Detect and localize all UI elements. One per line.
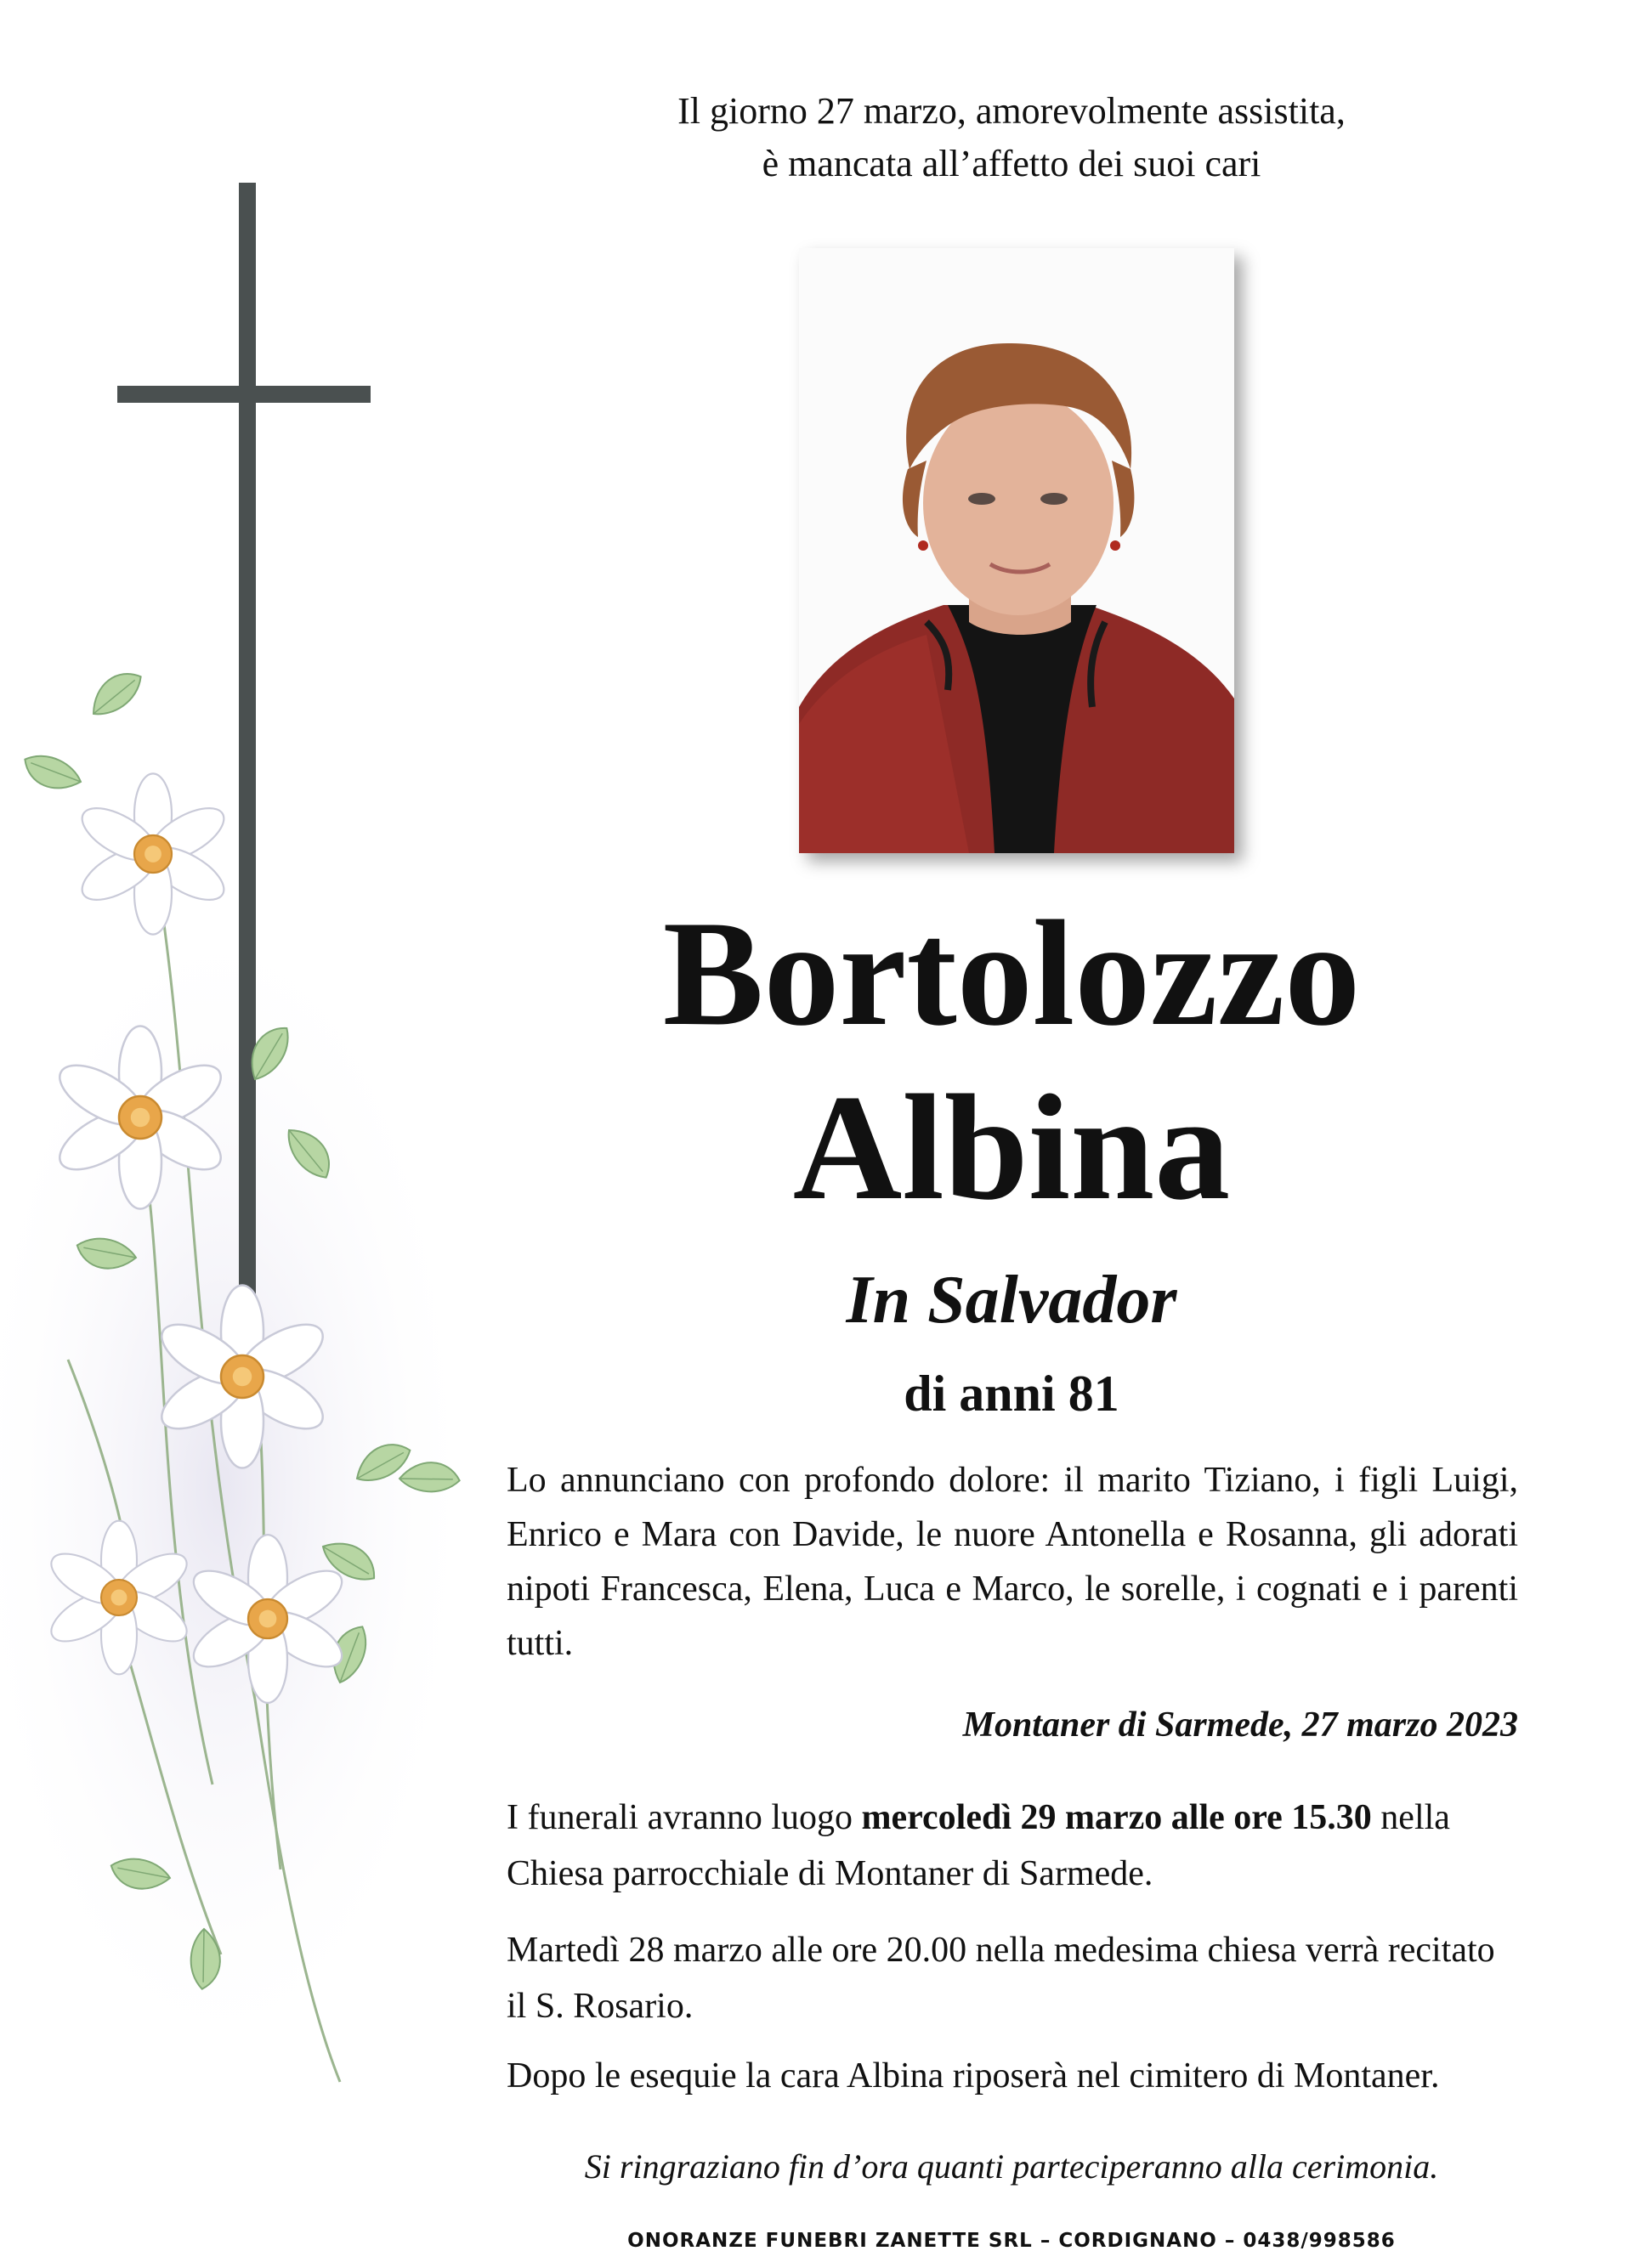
portrait-image xyxy=(799,248,1234,853)
thanks-text: Si ringraziano fin d’ora quanti parteciperanno alla cerimonia. xyxy=(584,2147,1439,2186)
intro-line-1: Il giorno 27 marzo, amorevolmente assistita, xyxy=(677,90,1346,132)
announcement-text: Lo annunciano con profondo dolore: il marito Tiziano, i figli Luigi, Enrico e Mara con Davide, le nuore Antonella e Rosanna, gli adorati nipoti Francesca, Elena, Luca e Marco, le sorelle, i cognati e i parenti tutti. xyxy=(507,1461,1518,1663)
burial-info: Dopo le esequie la cara Albina riposerà nel cimitero di Montaner. xyxy=(507,2056,1440,2095)
intro-line-2: è mancata all’affetto dei suoi cari xyxy=(762,143,1261,184)
deceased-first-name: Albina xyxy=(792,1063,1231,1231)
funeral-prefix: I funerali avranno luogo xyxy=(507,1798,862,1837)
place-date: Montaner di Sarmede, 27 marzo 2023 xyxy=(962,1705,1518,1745)
intro-text xyxy=(578,85,1445,190)
cross-flower-decoration xyxy=(0,0,527,2268)
rosary-info: Martedì 28 marzo alle ore 20.00 nella medesima chiesa verrà recitato il S. Rosario. xyxy=(507,1931,1495,2026)
deceased-age: di anni 81 xyxy=(904,1366,1119,1422)
portrait-photo xyxy=(799,248,1234,853)
married-name: In Salvador xyxy=(846,1263,1177,1338)
deceased-surname: Bortolozzo xyxy=(662,889,1361,1057)
funeral-home-footer: ONORANZE FUNEBRI ZANETTE SRL – CORDIGNANO – 0438/998586 xyxy=(627,2230,1396,2252)
funeral-location: nella Chiesa parrocchiale di Montaner di Sarmede. xyxy=(507,1798,1450,1893)
funeral-datetime: mercoledì 29 marzo alle ore 15.30 xyxy=(861,1798,1372,1837)
funeral-info xyxy=(507,1790,1518,1902)
